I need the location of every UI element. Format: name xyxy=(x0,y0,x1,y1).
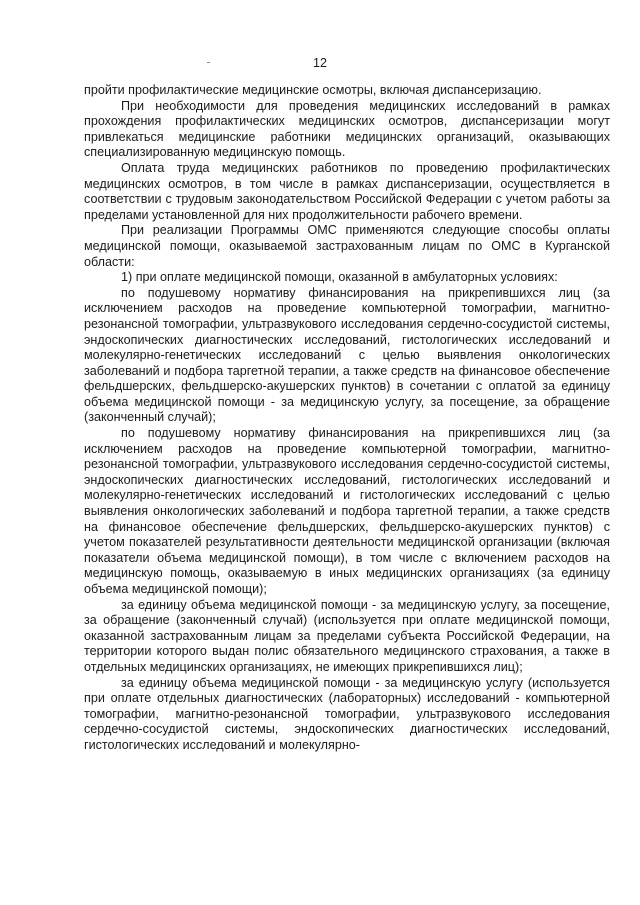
paragraph-outpatient-heading: 1) при оплате медицинской помощи, оказанной в амбулаторных условиях: xyxy=(121,270,558,285)
paragraph-payment-methods: При реализации Программы ОМС применяются следующие способы оплаты медицинской помощи, оказываемой застрахованным лицам по ОМС в Курганской области: xyxy=(84,223,610,269)
paragraph-unit-volume-2: за единицу объема медицинской помощи - за медицинскую услугу (используется при оплате отдельных диагностических (лабораторных) исследований - компьютерной томографии, магнитно-резонансной томографии, ультразвукового исследования сердечно-сосудистой системы, эндоскопических диагностических исследований, гистологических исследований и молекулярно- xyxy=(84,675,610,752)
page-number: 12 xyxy=(313,56,327,70)
paragraph-continuation: пройти профилактические медицинские осмотры, включая диспансеризацию. xyxy=(84,83,542,97)
paragraph-labor-payment: Оплата труда медицинских работников по проведению профилактических медицинских осмотров, в том числе в рамках диспансеризации, осуществляется в соответствии с трудовым законодательством Российской Федерации с учетом работы за пределами установленной для них продолжительности рабочего времени. xyxy=(84,160,610,222)
paragraph-unit-volume-1: за единицу объема медицинской помощи - за медицинскую услугу, за посещение, за обращение (законченный случай) (используется при оплате медицинской помощи, оказанной застрахованным лицам за пределами субъекта Российской Федерации, на территории которого выдан полис обязательного медицинского страхования, а также в отдельных медицинских организациях, не имеющих прикрепившихся лиц); xyxy=(84,597,610,674)
paragraph-capitation-1: по подушевому нормативу финансирования на прикрепившихся лиц (за исключением расходов на проведение компьютерной томографии, магнитно-резонансной томографии, ультразвукового исследования сердечно-сосудистой системы, эндоскопических диагностических исследований, гистологических исследований и молекулярно-генетических исследований с целью выявления онкологических заболеваний и подбора таргетной терапии, а также средств на финансовое обеспечение фельдшерских, фельдшерско-акушерских пунктов) в сочетании с оплатой за единицу объема медицинской помощи - за медицинскую услугу, за посещение, за обращение (законченный случай); xyxy=(84,285,610,425)
paragraph-capitation-2: по подушевому нормативу финансирования на прикрепившихся лиц (за исключением расходов на проведение компьютерной томографии, магнитно-резонансной томографии, ультразвукового исследования сердечно-сосудистой системы, эндоскопических диагностических исследований, гистологических исследований и молекулярно-генетических исследований и гистологических исследований с целью выявления онкологических заболеваний и подбора таргетной терапии, а также средств на финансовое обеспечение фельдшерских, фельдшерско-акушерских пунктов) с учетом показателей результативности деятельности медицинской организации (включая показатели объема медицинской помощи), в том числе с включением расходов на медицинскую помощь, оказываемую в иных медицинских организациях (за единицу объема медицинской помощи); xyxy=(84,426,610,596)
document-body xyxy=(84,83,610,754)
paragraph-research-staff: При необходимости для проведения медицинских исследований в рамках прохождения профилактических медицинских осмотров, диспансеризации могут привлекаться медицинские работники медицинских организаций, оказывающих специализированную медицинскую помощь. xyxy=(84,98,610,160)
